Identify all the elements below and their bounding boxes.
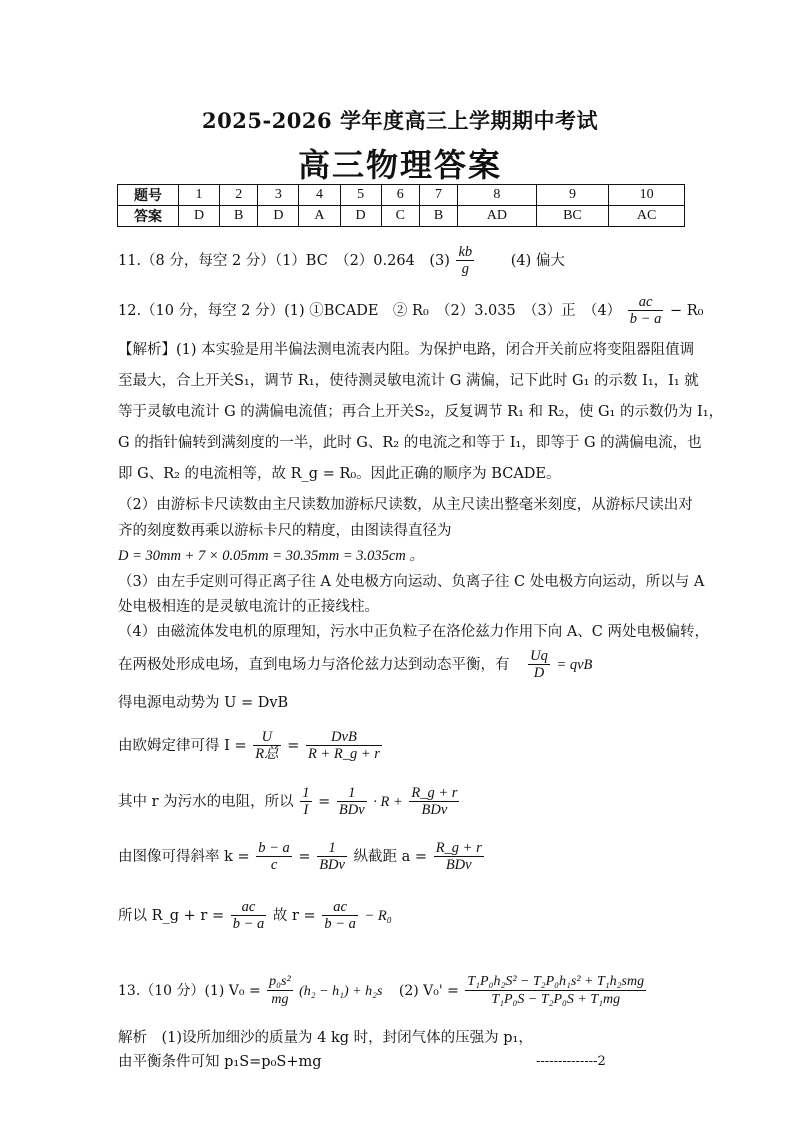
analysis-p2-line3: D = 30mm + 7 × 0.05mm = 30.35mm = 3.035cm 。 [118, 548, 424, 564]
analysis-ohm-line: 由欧姆定律可得 I = $\frac{U}{\text{R总}}$ = $\frac{\text{DvB}}{R + R\_g + r}$ [118, 729, 380, 762]
q11-frac-den: g [461, 261, 469, 277]
eq-u-over-rtotal [253, 729, 280, 763]
score-mark: --------------2 [536, 1054, 606, 1069]
q13-head: 13.（10 分）(1) V₀ = [118, 983, 261, 999]
analysis-p2-line1: （2）由游标卡尺读数由主尺读数加游标尺读数，从主尺读出整毫米刻度，从游标尺读出对 [118, 497, 693, 513]
q13-v0-frac [267, 974, 293, 1008]
analysis-emf-line: 得电源电动势为 U = DvB [118, 695, 289, 711]
eq-uq-over-d [528, 648, 550, 682]
eq3c-num: R_g + r [411, 785, 458, 801]
q12-tail: − R₀ [669, 303, 704, 319]
question-number-cell: 7 [419, 185, 457, 206]
slope-head: 由图像可得斜率 k = [118, 849, 250, 865]
q11-tail: (4) 偏大 [510, 253, 565, 269]
eq1-tail: = qvB [556, 657, 593, 673]
eq-intercept-frac [434, 840, 484, 874]
eq4b-den: BDv [319, 857, 345, 873]
question-number-cell: 8 [458, 185, 536, 206]
eq-dvb-over-sum [306, 729, 382, 763]
q13-solution-line1: 解析 (1)设所加细沙的质量为 4 kg 时，封闭气体的压强为 p₁， [118, 1030, 533, 1046]
q12-head: 12.（10 分，每空 2 分）(1) ①BCADE ② R₀ （2）3.035 （3）正 （4） [118, 303, 622, 319]
q13-v0-num: p₀s² [269, 974, 291, 989]
question-row-label: 题号 [118, 185, 179, 206]
answer-cell: B [220, 206, 258, 227]
eq-rg-r-over-bdv [409, 785, 459, 819]
eq4c-num: R_g + r [435, 840, 482, 856]
q13-v0p-frac [465, 974, 646, 1008]
eq4-mid: 纵截距 a = [353, 849, 428, 865]
analysis-inverse-line: 其中 r 为污水的电阻，所以 $\frac{1}{I}$ = $\frac{1}{\text{BDv}}$ · R + $\frac{R\_g + r}{\text{BDv}}$ [118, 785, 458, 818]
q13-v0-tail: (h₂ − h₁) + h₂s [299, 984, 383, 999]
analysis-p4-line2-text: 在两极处形成电场，直到电场力与洛伦兹力达到动态平衡，有 [118, 657, 510, 673]
eq3a-den: I [303, 802, 309, 818]
eq5b-den: b − a [324, 916, 356, 932]
answer-cell: B [419, 206, 457, 227]
answer-row [118, 206, 685, 227]
question-number-cell: 2 [220, 185, 258, 206]
question-number-cell: 9 [536, 185, 609, 206]
q12-frac-num: ac [628, 294, 664, 311]
question-number-cell: 5 [340, 185, 381, 206]
analysis-p1-line2: 至最大，合上开关S₁，调节 R₁，使待测灵敏电流计 G 满偏，记下此时 G₁ 的示数 I₁，I₁ 就 [118, 373, 699, 389]
eq5-tail: − R₀ [364, 908, 392, 924]
analysis-slope-line: 由图像可得斜率 k = $\frac{b - a}{c}$ = $\frac{1}{\text{BDv}}$ 纵截距 a = $\frac{R\_g + r}{\text{BDv}}$ [118, 840, 482, 873]
question-number-cell: 1 [179, 185, 220, 206]
answer-cell: D [340, 206, 381, 227]
eq4a-num: b − a [258, 840, 290, 856]
q11-frac-num: kb [458, 244, 473, 260]
eq5b-num: ac [322, 899, 358, 916]
answer-cell: A [299, 206, 340, 227]
q13-v0p-den: T₁P₀S − T₂P₀S + T₁mg [491, 992, 621, 1007]
analysis-result-line [118, 899, 392, 933]
eq2a-den: R总 [255, 746, 279, 762]
eq5-mid: 故 r = [272, 908, 316, 924]
eq1-num: Uq [530, 648, 548, 664]
question-number-cell: 10 [609, 185, 685, 206]
q11-answer-line [118, 244, 565, 278]
answer-cell: C [381, 206, 419, 227]
eq4c-den: BDv [445, 857, 472, 873]
inverse-head: 其中 r 为污水的电阻，所以 [118, 794, 294, 810]
answer-row-label: 答案 [118, 206, 179, 227]
analysis-p1-line1: 【解析】(1) 本实验是用半偏法测电流表内阻。为保护电路，闭合开关前应将变阻器阻值调 [118, 342, 695, 358]
q12-fraction [628, 294, 664, 328]
q12-answer-line [118, 294, 703, 328]
q13-v0p-num: T₁P₀h₂S² − T₂P₀h₁s² + T₁h₂smg [467, 974, 645, 989]
q11-fraction [456, 244, 474, 278]
q13-answer-line [118, 974, 648, 1008]
exam-title: 2025-2026 学年度高三上学期期中考试 [202, 108, 598, 133]
q13-solution-line2: 由平衡条件可知 p₁S=p₀S+mg [118, 1054, 322, 1070]
eq4a-den: c [270, 857, 278, 873]
q13-v0-den: mg [271, 992, 289, 1007]
eq2b-num: DvB [306, 729, 382, 746]
question-number-cell: 4 [299, 185, 340, 206]
eq4b-num: 1 [317, 840, 347, 857]
eq-slope-frac [256, 840, 292, 874]
eq-one-over-bdv [337, 785, 367, 819]
eq5a-num: ac [231, 899, 267, 916]
q12-frac-den: b − a [629, 311, 662, 327]
eq1-den: D [533, 665, 545, 681]
eq3b-den: BDv [338, 802, 365, 818]
subject-title: 高三物理答案 [297, 146, 502, 184]
answer-table [117, 184, 685, 227]
eq2b-den: R + R_g + r [307, 746, 380, 762]
result-head: 所以 R_g + r = [118, 908, 225, 924]
analysis-p4-line1: （4）由磁流体发电机的原理知，污水中正负粒子在洛伦兹力作用下向 A、C 两处电极偏转， [118, 624, 710, 640]
answer-cell: AC [609, 206, 685, 227]
eq-ac-over-ba-2 [322, 899, 358, 933]
answer-cell: D [179, 206, 220, 227]
answer-cell: BC [536, 206, 609, 227]
answer-cell: AD [458, 206, 536, 227]
analysis-p2-line2: 齐的刻度数再乘以游标卡尺的精度，由图读得直径为 [118, 523, 452, 539]
eq-slope-bdv [317, 840, 347, 874]
eq2a-num: U [253, 729, 280, 746]
answer-cell: D [258, 206, 299, 227]
analysis-p1-line3: 等于灵敏电流计 G 的满偏电流值；再合上开关S₂，反复调节 R₁ 和 R₂，使 G₁ 的示数仍为 I₁， [118, 404, 724, 420]
analysis-p3-line2: 处电极相连的是灵敏电流计的正接线柱。 [118, 599, 379, 615]
question-number-cell: 6 [381, 185, 419, 206]
eq3a-num: 1 [302, 785, 310, 801]
analysis-p3-line1: （3）由左手定则可得正离子往 A 处电极方向运动、负离子往 C 处电极方向运动，所以与 A [118, 574, 705, 590]
question-number-row [118, 185, 685, 206]
analysis-p4-line2 [118, 648, 592, 682]
eq3b-num: 1 [337, 785, 367, 802]
q11-head: 11.（8 分，每空 2 分）（1）BC （2）0.264 (3) [118, 253, 450, 269]
eq3-mid: · R + [373, 794, 403, 810]
eq3c-den: BDv [421, 802, 448, 818]
eq-ac-over-ba-1 [231, 899, 267, 933]
question-number-cell: 3 [258, 185, 299, 206]
ohm-head: 由欧姆定律可得 I = [118, 738, 247, 754]
eq5a-den: b − a [232, 916, 265, 932]
q13-v0p-head: (2) V₀' = [398, 983, 459, 999]
eq-one-over-i [300, 785, 311, 819]
analysis-p1-line5: 即 G、R₂ 的电流相等，故 R_g = R₀。因此正确的顺序为 BCADE。 [118, 466, 561, 482]
analysis-p1-line4: G 的指针偏转到满刻度的一半，此时 G、R₂ 的电流之和等于 I₁，即等于 G 的满偏电流，也 [118, 435, 702, 451]
